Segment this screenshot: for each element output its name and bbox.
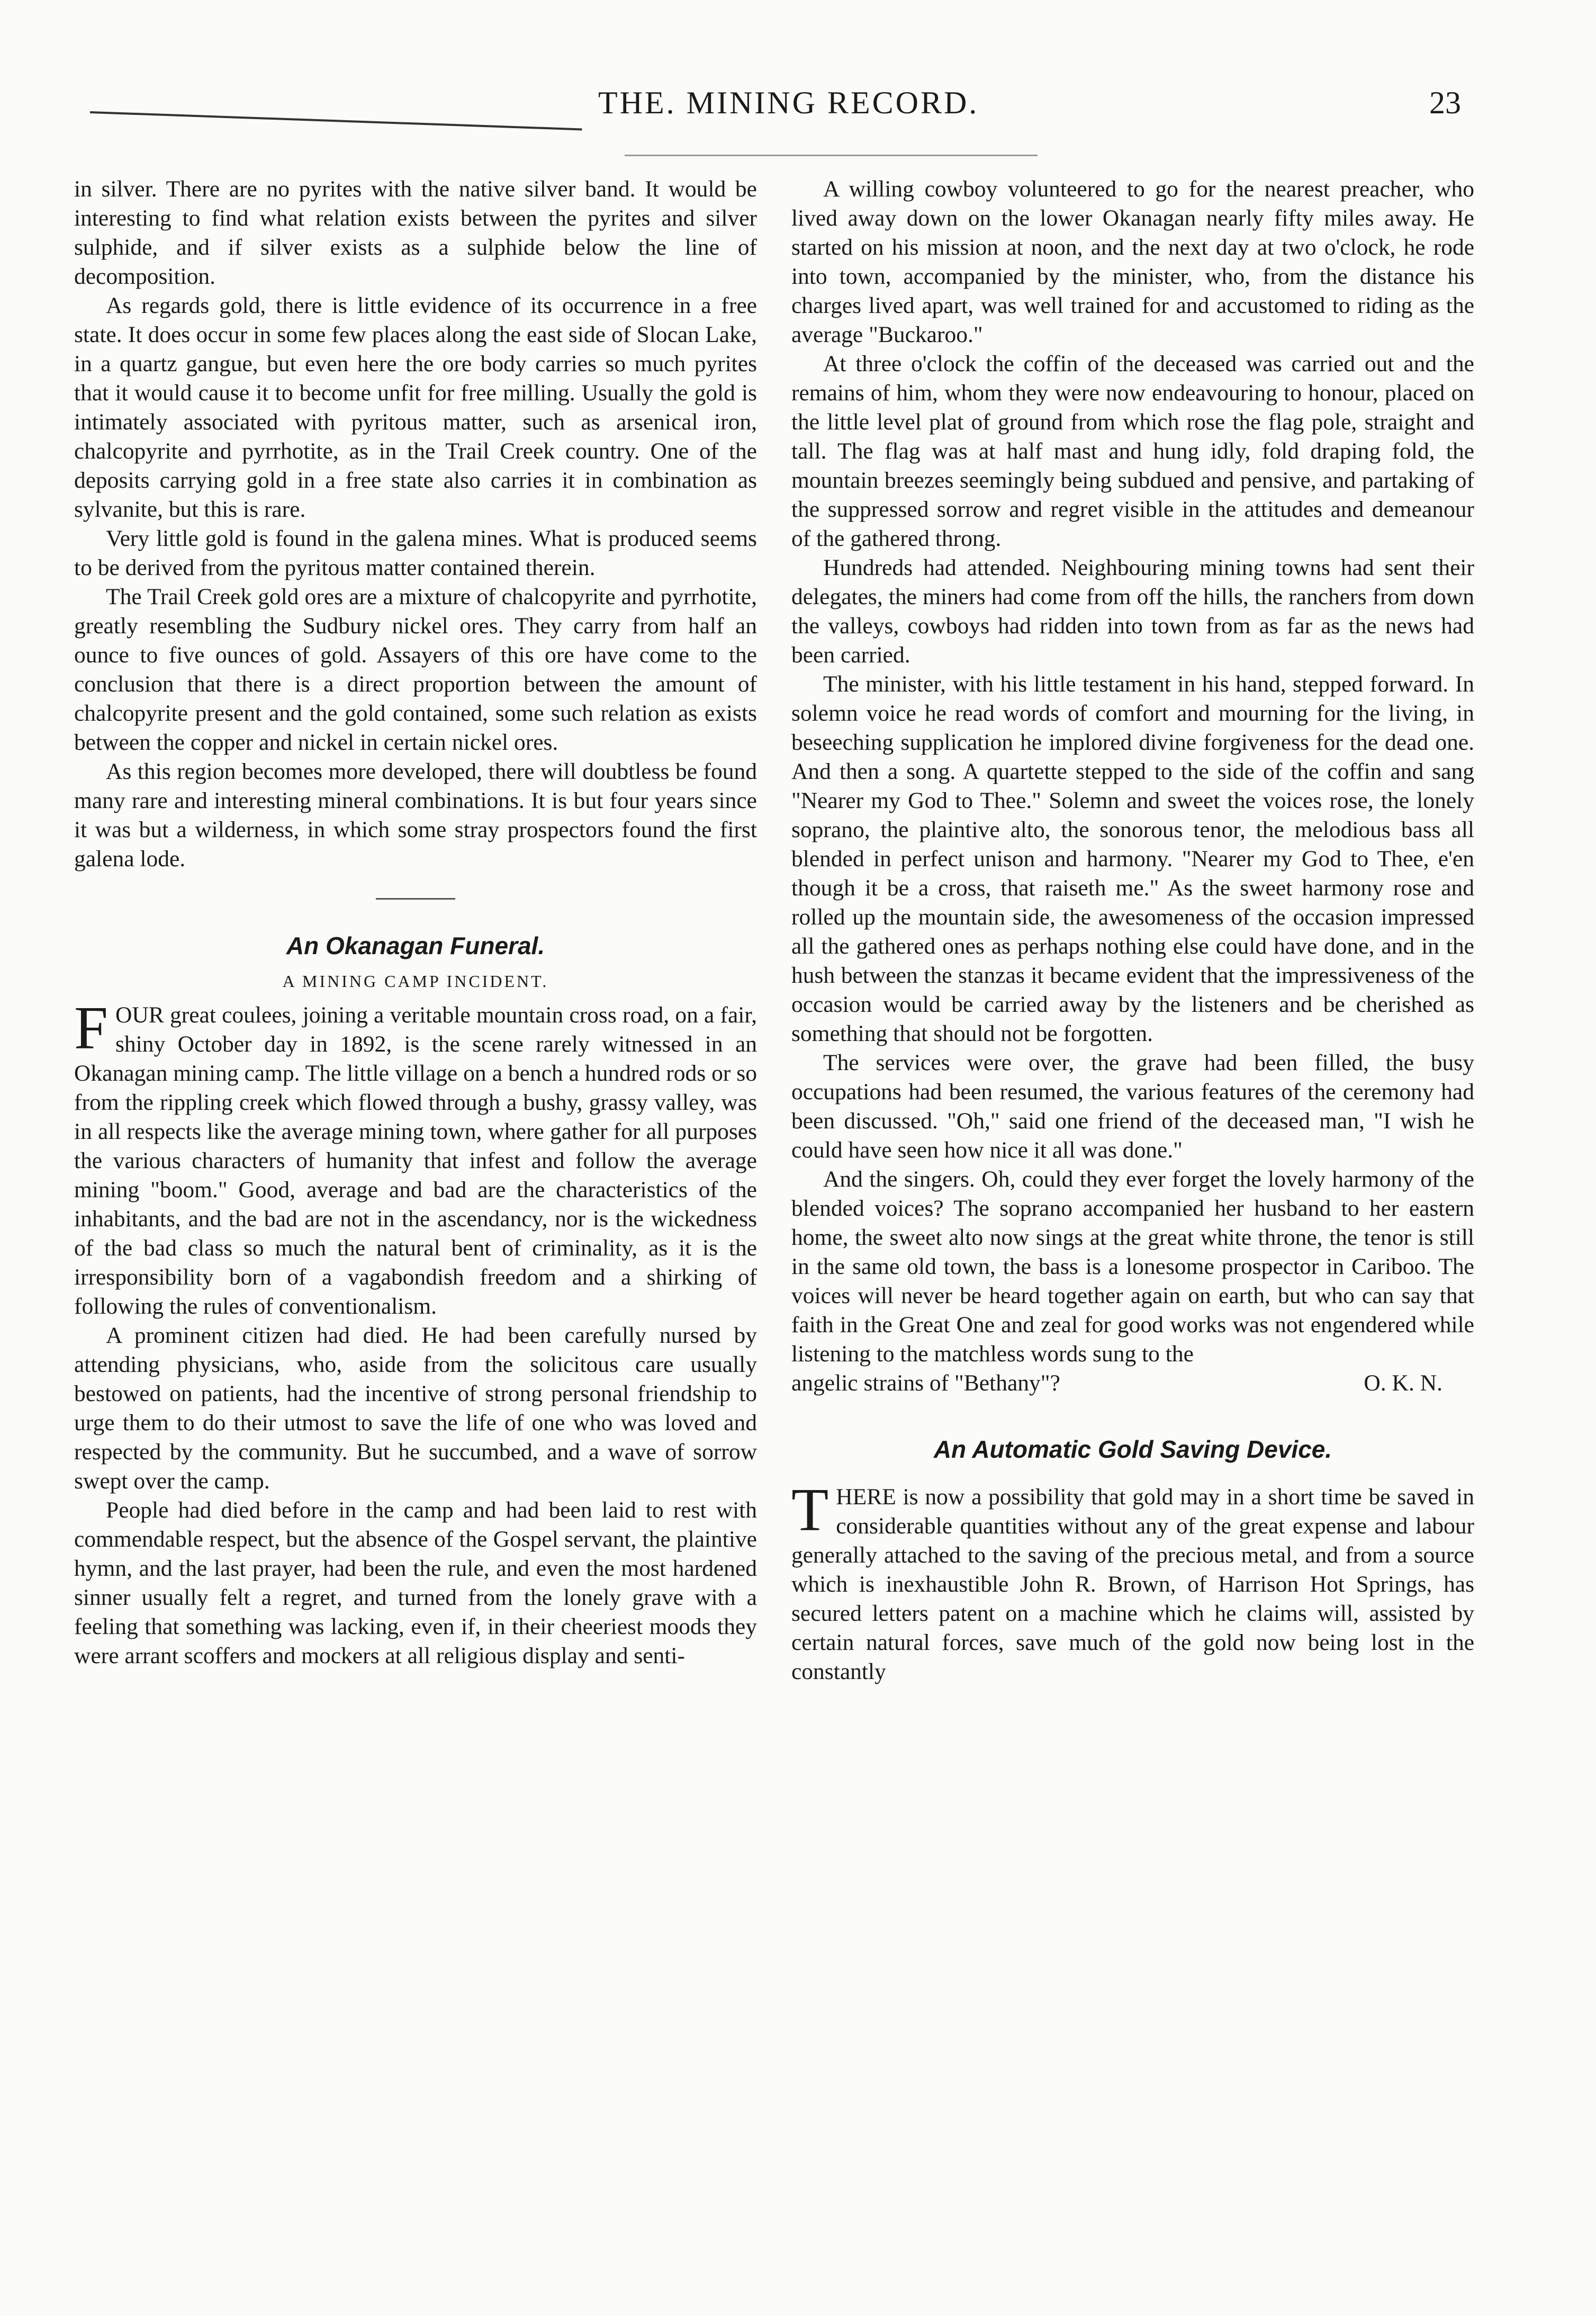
paragraph: Hundreds had attended. Neighbouring mining towns had sent their delegates, the miners had come from off the hills, the ranchers from down the valleys, cowboys had ridden into town from as far as the news had been carried. xyxy=(791,555,1474,668)
header-rule-right xyxy=(625,155,1038,156)
closing-line xyxy=(791,1369,1474,1398)
paragraph: People had died before in the camp and had been laid to rest with commendable respect, but the absence of the Gospel servant, the plaintive hymn, and the last prayer, had been the rule, and even the most hardened sinner usually felt a regret, and turned from the lonely grave with a feeling that something was lacking, even if, in their cheeriest moods they were arrant scoffers and mockers at all religious display and senti- xyxy=(74,1497,757,1668)
paragraph: As this region becomes more developed, there will doubtless be found many rare and interesting mineral combinations. It is but four years since it was but a wilderness, in which some stray prospectors found the first galena lode. xyxy=(74,759,757,872)
section-divider xyxy=(376,898,455,900)
article-subtitle: A MINING CAMP INCIDENT. xyxy=(282,972,549,991)
paragraph-text: HERE is now a possibility that gold may in a short time be saved in considerable quantities without any of the great expense and labour generally attached to the saving of the precious metal, and from a source which is inexhaustible John R. Brown, of Harrison Hot Springs, has secured letters patent on a machine which he claims will, assisted by certain natural forces, save much of the gold now being lost in the constantly xyxy=(791,1484,1474,1684)
paragraph xyxy=(791,1476,1474,1686)
left-column xyxy=(74,175,757,1671)
drop-cap: T xyxy=(791,1476,829,1543)
paragraph xyxy=(74,994,757,1321)
paragraph: The Trail Creek gold ores are a mixture of chalcopyrite and pyrrhotite, greatly resembling the Sudbury nickel ores. They carry from half an ounce to five ounces of gold. Assayers of this ore have come to the conclusion that there is a direct proportion between the amount of chalcopyrite present and the gold contained, some such relation as exists between the copper and nickel in certain nickel ores. xyxy=(74,584,757,755)
paragraph: The minister, with his little testament in his hand, stepped forward. In solemn voice he read words of comfort and mourning for the living, in beseeching supplication he implored divine forgiveness for the dead one. And then a song. A quartette stepped to the side of the coffin and sang "Nearer my God to Thee." Solemn and sweet the voices rose, the lonely soprano, the plaintive alto, the sonorous tenor, the melodious bass all blended in perfect unison and harmony. "Nearer my God to Thee, e'en though it be a cross, that raiseth me." As the sweet harmony rose and rolled up the mountain side, the awesomeness of the occasion impressed all the gathered ones as perhaps nothing else could have done, and in the hush between the stanzas it became evident that the impressiveness of the occasion would be carried away by the listeners and be cherished as something that should not be forgotten. xyxy=(791,671,1474,1046)
paragraph: A prominent citizen had died. He had been carefully nursed by attending physicians, who, aside from the solicitous care usually bestowed on patients, had the incentive of strong personal friendship to urge them to do their utmost to save the life of one who was loved and respected by the community. But he succumbed, and a wave of sorrow swept over the camp. xyxy=(74,1323,757,1494)
drop-cap: F xyxy=(74,994,108,1062)
paragraph: The services were over, the grave had been filled, the busy occupations had been resumed, the various features of the ceremony had been discussed. "Oh," said one friend of the deceased man, "I wish he could have seen how nice it all was done." xyxy=(791,1050,1474,1163)
paragraph: A willing cowboy volunteered to go for the nearest preacher, who lived away down on the lower Okanagan nearly fifty miles away. He started on his mission at noon, and the next day at two o'clock, he rode into town, accompanied by the minister, who, from the distance his charges lived apart, was well trained for and accustomed to riding as the average "Buckaroo." xyxy=(791,176,1474,347)
signature: O. K. N. xyxy=(1364,1370,1442,1396)
page-header xyxy=(0,85,1596,127)
article-title: An Okanagan Funeral. xyxy=(286,932,545,959)
paragraph: in silver. There are no pyrites with the native silver band. It would be interesting to find what relation exists between the pyrites and silver sulphide, and if silver exists as a sulphide below the line of decomposition. xyxy=(74,176,757,289)
paragraph: And the singers. Oh, could they ever forget the lovely harmony of the blended voices? The soprano accompanied her husband to her eastern home, the sweet alto now sings at the great white throne, the tenor is still in the same old town, the bass is a lonesome prospector in Cariboo. The voices will never be heard together again on earth, but who can say that faith in the Great One and zeal for good works was not engendered while listening to the matchless words sung to the xyxy=(791,1166,1474,1367)
paragraph-text: OUR great coulees, joining a veritable mountain cross road, on a fair, shiny October day in 1892, is the scene rarely witnessed in an Okanagan mining camp. The little village on a bench a hundred rods or so from the rippling creek which flowed through a bushy, grassy valley, was in all respects like the average mining town, where gather for all purposes the various characters of humanity that infest and follow the average mining "boom." Good, average and bad are the characteristics of the inhabitants, and the bad are not in the ascendancy, nor is the wickedness of the bad class so much the natural bent of criminality, as it is the irresponsibility born of a vagabondish freedom and a shirking of following the rules of conventionalism. xyxy=(74,1002,757,1319)
header-title: THE. MINING RECORD. xyxy=(598,85,979,120)
article-title: An Automatic Gold Saving Device. xyxy=(933,1435,1332,1463)
paragraph: At three o'clock the coffin of the deceased was carried out and the remains of him, whom they were now endeavouring to honour, placed on the little level plat of ground from which rose the flag pole, straight and tall. The flag was at half mast and hung idly, fold draping fold, the mountain breezes seemingly being subdued and pensive, and partaking of the suppressed sorrow and regret visible in the attitudes and demeanour of the gathered throng. xyxy=(791,351,1474,551)
right-column xyxy=(791,175,1474,1686)
paragraph: As regards gold, there is little evidence of its occurrence in a free state. It does occur in some few places along the east side of Slocan Lake, in a quartz gangue, but even here the ore body carries so much pyrites that it would cause it to become unfit for free milling. Usually the gold is intimately associated with pyritous matter, such as arsenical iron, chalcopyrite and pyrrhotite, as in the Trail Creek country. One of the deposits carrying gold in a free state also carries it in combination as sylvanite, but this is rare. xyxy=(74,293,757,522)
paragraph: Very little gold is found in the galena mines. What is produced seems to be derived from the pyritous matter contained therein. xyxy=(74,526,757,580)
closing-text: angelic strains of "Bethany"? xyxy=(791,1370,1060,1396)
page-number: 23 xyxy=(1429,85,1461,120)
